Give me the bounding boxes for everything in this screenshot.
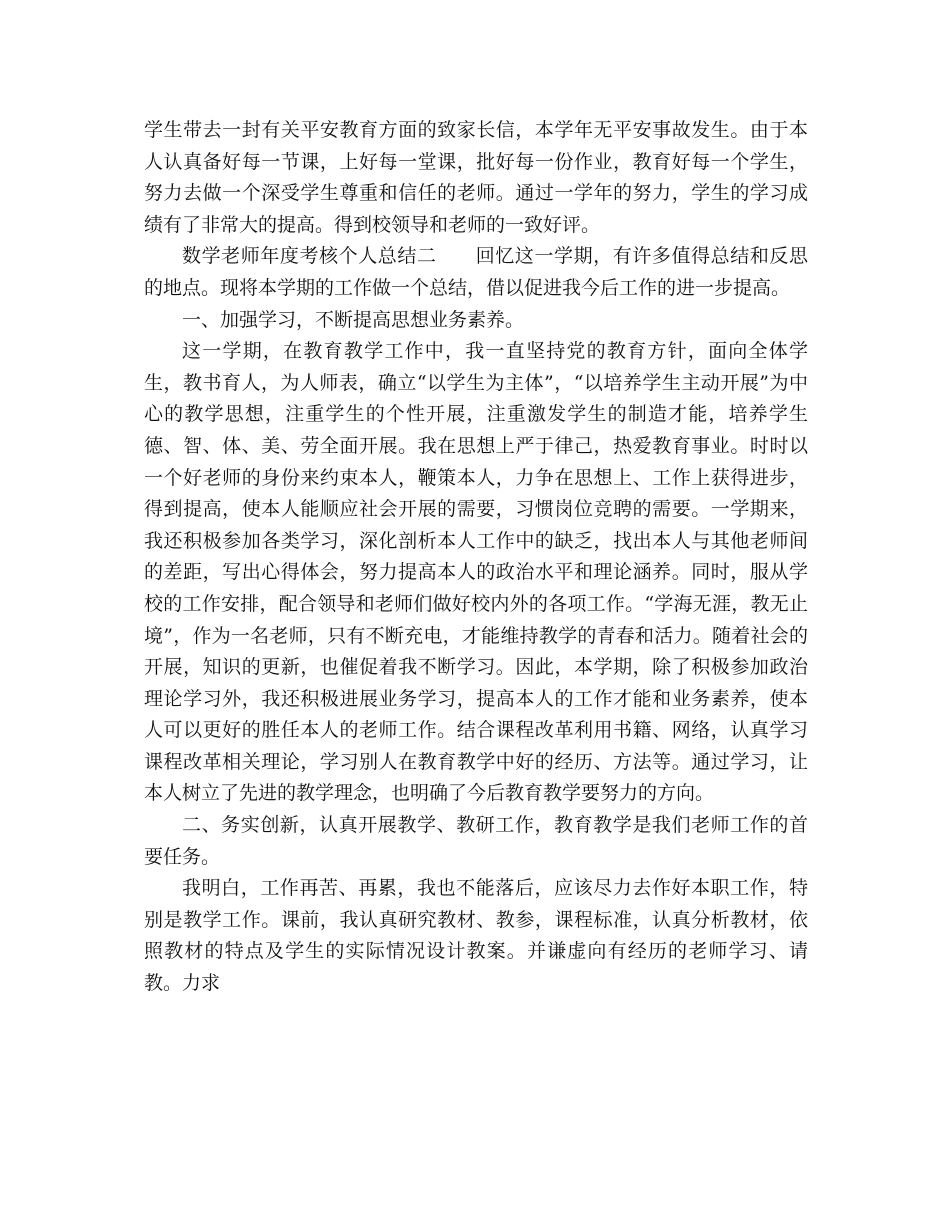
document-page bbox=[144, 115, 808, 1000]
paragraph-3-heading: 一、加强学习，不断提高思想业务素养。 bbox=[182, 308, 525, 331]
paragraph-4: 这一学期，在教育教学工作中，我一直坚持党的教育方针，面向全体学生，教书育人，为人师表，确立“以学生为主体”，“以培养学生主动开展”为中心的教学思想，注重学生的个性开展，注重激发学生的制造才能，培养学生德、智、体、美、劳全面开展。我在思想上严于律己，热爱教育事业。时时以一个好老师的身份来约束本人，鞭策本人，力争在思想上、工作上获得进步，得到提高，使本人能顺应社会开展的需要，习惯岗位竞聘的需要。一学期来，我还积极参加各类学习，深化剖析本人工作中的缺乏，找出本人与其他老师间的差距，写出心得体会，努力提高本人的政治水平和理论涵养。同时，服从学校的工作安排，配合领导和老师们做好校内外的各项工作。“学海无涯，教无止境”，作为一名老师，只有不断充电，才能维持教学的青春和活力。随着社会的开展，知识的更新，也催促着我不断学习。因此，本学期，除了积极参加政治理论学习外，我还积极进展业务学习，提高本人的工作才能和业务素养，使本人可以更好的胜任本人的老师工作。结合课程改革利用书籍、网络，认真学习课程改革相关理论，学习别人在教育教学中好的经历、方法等。通过学习，让本人树立了先进的教学理念，也明确了今后教育教学要努力的方向。 bbox=[144, 340, 808, 805]
paragraph-1: 学生带去一封有关平安教育方面的致家长信，本学年无平安事故发生。由于本人认真备好每一节课，上好每一堂课，批好每一份作业，教育好每一个学生，努力去做一个深受学生尊重和信任的老师。通过一学年的努力，学生的学习成绩有了非常大的提高。得到校领导和老师的一致好评。 bbox=[144, 119, 808, 236]
paragraph-6: 我明白，工作再苦、再累，我也不能落后，应该尽力去作好本职工作，特别是教学工作。课前，我认真研究教材、教参，课程标准，认真分析教材，依照教材的特点及学生的实际情况设计教案。并谦虚向有经历的老师学习、请教。力求 bbox=[144, 877, 808, 995]
paragraph-2: 数学老师年度考核个人总结二 回忆这一学期，有许多值得总结和反思的地点。现将本学期的工作做一个总结，借以促进我今后工作的进一步提高。 bbox=[144, 245, 808, 299]
paragraph-5-heading: 二、务实创新，认真开展教学、教研工作，教育教学是我们老师工作的首要任务。 bbox=[144, 814, 808, 868]
